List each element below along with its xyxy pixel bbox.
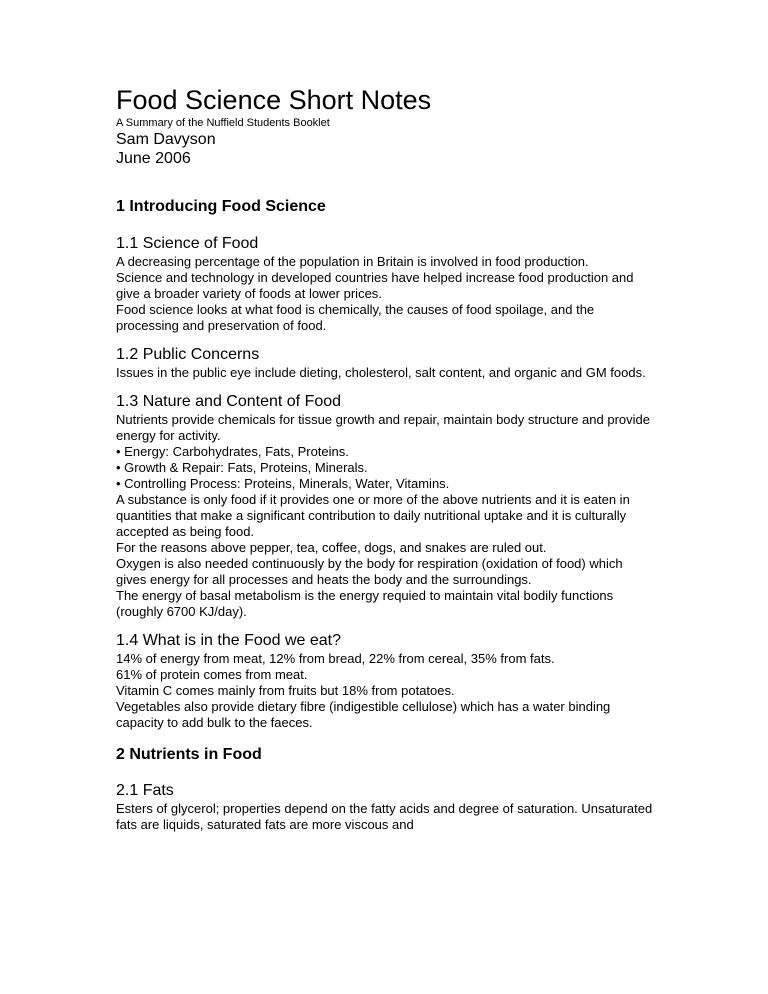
section-1-4-paragraph: Vitamin C comes mainly from fruits but 18% from potatoes. (116, 683, 455, 698)
section-1-2-heading: 1.2 Public Concerns (116, 346, 260, 363)
section-1-heading: 1 Introducing Food Science (116, 198, 326, 215)
section-1-1-paragraph: A decreasing percentage of the population in Britain is involved in food production. (116, 254, 589, 269)
section-1-3-paragraph: A substance is only food if it provides one or more of the above nutrients and it is eaten in quantities that make a significant contribution to daily nutritional uptake and it is culturally accepted as being food. (116, 492, 630, 539)
section-1-3-heading: 1.3 Nature and Content of Food (116, 393, 342, 410)
section-1-1-paragraph: Food science looks at what food is chemically, the causes of food spoilage, and the processing and preservation of food. (116, 302, 595, 333)
bullet-item: • Energy: Carbohydrates, Fats, Proteins. (116, 444, 349, 459)
bullet-item: • Controlling Process: Proteins, Minerals, Water, Vitamins. (116, 476, 450, 491)
section-1-2-paragraph: Issues in the public eye include dieting, cholesterol, salt content, and organic and GM foods. (116, 365, 646, 380)
section-1-4-paragraph: Vegetables also provide dietary fibre (indigestible cellulose) which has a water binding capacity to add bulk to the faeces. (116, 699, 611, 730)
section-1-3-paragraph: Oxygen is also needed continuously by the body for respiration (oxidation of food) which gives energy for all processes and heats the body and the surroundings. (116, 556, 623, 587)
section-2-heading: 2 Nutrients in Food (116, 746, 262, 763)
document-page (116, 84, 656, 833)
section-1-3-paragraph: For the reasons above pepper, tea, coffee, dogs, and snakes are ruled out. (116, 540, 547, 555)
section-1-4-paragraph: 61% of protein comes from meat. (116, 667, 308, 682)
document-author: Sam Davyson (116, 131, 216, 148)
section-2-1-paragraph: Esters of glycerol; properties depend on the fatty acids and degree of saturation. Unsaturated fats are liquids, saturated fats are more viscous and (116, 801, 653, 832)
bullet-item: • Growth & Repair: Fats, Proteins, Minerals. (116, 460, 368, 475)
section-1-4-heading: 1.4 What is in the Food we eat? (116, 632, 342, 649)
section-2-1-heading: 2.1 Fats (116, 782, 174, 799)
section-1-1-heading: 1.1 Science of Food (116, 235, 259, 252)
section-1-3-paragraph: Nutrients provide chemicals for tissue growth and repair, maintain body structure and provide energy for activity. (116, 412, 650, 443)
document-subtitle: A Summary of the Nuffield Students Booklet (116, 117, 330, 129)
document-title: Food Science Short Notes (116, 85, 432, 115)
section-1-3-paragraph: The energy of basal metabolism is the energy requied to maintain vital bodily functions (roughly 6700 KJ/day). (116, 588, 614, 619)
document-date: June 2006 (116, 150, 191, 167)
section-1-4-paragraph: 14% of energy from meat, 12% from bread, 22% from cereal, 35% from fats. (116, 651, 555, 666)
section-1-1-paragraph: Science and technology in developed countries have helped increase food production and give a broader variety of foods at lower prices. (116, 270, 634, 301)
